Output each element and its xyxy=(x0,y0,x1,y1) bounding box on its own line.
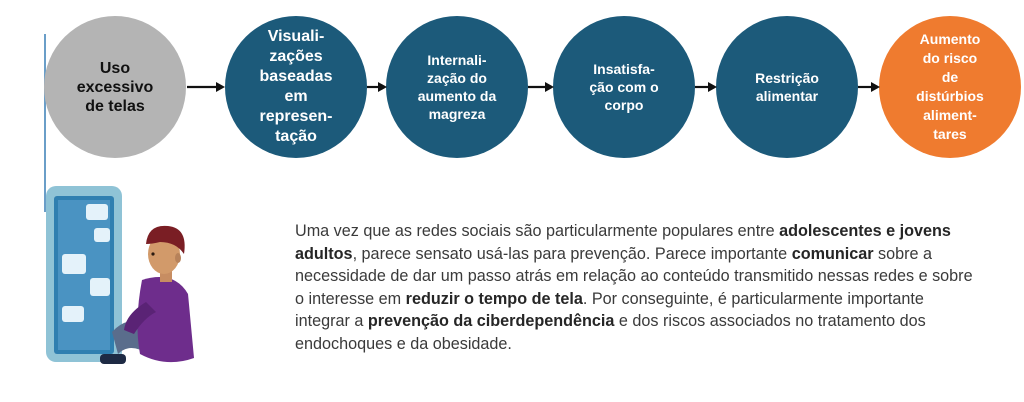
paragraph-text: , parece sensato usá-las para prevenção. Parece importante xyxy=(352,244,792,263)
arrow-1 xyxy=(187,80,225,94)
paragraph-bold: prevenção da ciberdependência xyxy=(367,312,615,330)
node-aumento-risco xyxy=(879,16,1021,158)
node-label: Aumento do risco de distúrbios aliment- tares xyxy=(916,31,984,142)
node-label: Insatisfa- ção com o corpo xyxy=(589,61,659,113)
node-label: Internali- zação do aumento da magreza xyxy=(417,52,497,122)
paragraph-text: . Por conseguinte, é particularmente importante integrar a xyxy=(295,289,924,330)
arrow-2 xyxy=(367,80,387,94)
node-label: Restrição alimentar xyxy=(755,70,819,104)
node-label: Visuali- zações baseadas em represen- tação xyxy=(259,28,333,145)
arrow-5 xyxy=(858,80,880,94)
paragraph-bold: reduzir o tempo de tela xyxy=(405,289,583,308)
node-internalizacao xyxy=(386,16,528,158)
node-insatisfacao xyxy=(553,16,695,158)
description-paragraph xyxy=(295,220,975,355)
paragraph-bold: comunicar xyxy=(791,244,874,263)
paragraph-text: e dos riscos associados no tratamento dos endochoques e da obesidade. xyxy=(295,312,926,353)
paragraph-bold: adolescentes e jovens adultos xyxy=(295,222,951,263)
paragraph-text: Uma vez que as redes sociais são particularmente populares entre xyxy=(295,222,780,240)
arrow-3 xyxy=(528,80,554,94)
node-visualizacoes xyxy=(225,16,367,158)
paragraph-text: sobre a necessidade de dar um passo atrás em relação ao conteúdo transmitido nessas redes e sobre o interesse em xyxy=(295,244,973,308)
arrow-4 xyxy=(695,80,717,94)
node-label: Uso excessivo de telas xyxy=(76,59,154,115)
node-restricao xyxy=(716,16,858,158)
person-with-phone-icon xyxy=(42,182,222,382)
node-uso-excessivo xyxy=(44,16,186,158)
